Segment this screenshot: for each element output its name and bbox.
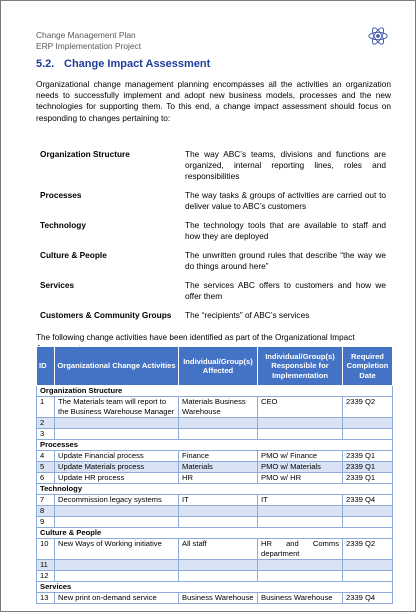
group-label: Organization Structure <box>37 386 393 397</box>
cell-id: 12 <box>37 571 55 582</box>
impact-area-description: The technology tools that are available to staff and how they are deployed <box>185 220 386 241</box>
impact-area-row <box>40 220 386 242</box>
impact-area-name: Services <box>40 280 75 290</box>
cell-date: 2339 Q4 <box>343 495 393 506</box>
cell-responsible: Business Warehouse <box>258 593 343 604</box>
change-activities-table <box>36 346 393 604</box>
cell-responsible <box>258 429 343 440</box>
cell-activity <box>55 418 179 429</box>
table-row <box>37 495 393 506</box>
table-header-row <box>37 347 393 386</box>
cell-id: 9 <box>37 517 55 528</box>
impact-area-name: Technology <box>40 220 86 230</box>
cell-affected: All staff <box>179 539 258 560</box>
group-label: Culture & People <box>37 528 393 539</box>
table-row <box>37 397 393 418</box>
cell-activity: Update HR process <box>55 473 179 484</box>
table-group-row <box>37 440 393 451</box>
impact-area-row <box>40 149 386 182</box>
group-label: Processes <box>37 440 393 451</box>
table-row <box>37 462 393 473</box>
cell-date <box>343 571 393 582</box>
cell-date <box>343 506 393 517</box>
table-lead-text: The following change activities have been identified as part of the Organizational Impact <box>36 333 355 342</box>
table-group-row <box>37 528 393 539</box>
cell-responsible <box>258 517 343 528</box>
cell-responsible: CEO <box>258 397 343 418</box>
cell-id: 5 <box>37 462 55 473</box>
impact-area-description: The “recipients” of ABC’s services <box>185 310 310 320</box>
table-row <box>37 517 393 528</box>
cell-id: 10 <box>37 539 55 560</box>
cell-date: 2339 Q2 <box>343 539 393 560</box>
cell-activity <box>55 571 179 582</box>
impact-area-description: The way tasks & groups of activities are carried out to deliver value to ABC’s customers <box>185 190 386 211</box>
cell-affected <box>179 560 258 571</box>
cell-id: 7 <box>37 495 55 506</box>
table-row <box>37 593 393 604</box>
cell-id: 8 <box>37 506 55 517</box>
cell-responsible <box>258 506 343 517</box>
cell-date: 2339 Q4 <box>343 593 393 604</box>
cell-activity: The Materials team will report to the Business Warehouse Manager <box>55 397 179 418</box>
section-number: 5.2. <box>36 58 55 70</box>
column-header-date: Required Completion Date <box>343 347 393 386</box>
cell-date <box>343 429 393 440</box>
cell-id: 6 <box>37 473 55 484</box>
table-group-row <box>37 582 393 593</box>
column-header-activities: Organizational Change Activities <box>55 347 179 386</box>
cell-date: 2339 Q1 <box>343 462 393 473</box>
impact-area-row <box>40 190 386 212</box>
cell-responsible: HR and Comms department <box>258 539 343 560</box>
impact-area-row <box>40 280 386 302</box>
table-row <box>37 418 393 429</box>
impact-area-description: The unwritten ground rules that describe “the way we do things around here” <box>185 250 386 271</box>
cell-activity: New Ways of Working initiative <box>55 539 179 560</box>
column-header-affected: Individual/Group(s) Affected <box>179 347 258 386</box>
cell-responsible: PMO w/ HR <box>258 473 343 484</box>
table-row <box>37 429 393 440</box>
impact-area-name: Processes <box>40 190 82 200</box>
cell-activity: Decommission legacy systems <box>55 495 179 506</box>
header-subtitle: ERP Implementation Project <box>36 41 142 51</box>
cell-activity: New print on-demand service <box>55 593 179 604</box>
cell-id: 13 <box>37 593 55 604</box>
cell-id: 1 <box>37 397 55 418</box>
cell-responsible: IT <box>258 495 343 506</box>
cell-date: 2339 Q1 <box>343 451 393 462</box>
cell-affected <box>179 429 258 440</box>
cell-date <box>343 517 393 528</box>
group-label: Services <box>37 582 393 593</box>
cell-affected: HR <box>179 473 258 484</box>
impact-area-row <box>40 310 386 330</box>
cell-affected <box>179 571 258 582</box>
cell-date <box>343 560 393 571</box>
atom-icon <box>367 25 389 47</box>
impact-area-description: The way ABC’s teams, divisions and functions are organized, internal reporting lines, roles and responsibilities <box>185 149 386 181</box>
cell-affected <box>179 517 258 528</box>
column-header-responsible: Individual/Group(s) Responsible for Implementation <box>258 347 343 386</box>
cell-activity: Update Financial process <box>55 451 179 462</box>
cell-id: 4 <box>37 451 55 462</box>
cell-activity <box>55 560 179 571</box>
cell-id: 2 <box>37 418 55 429</box>
cell-affected: IT <box>179 495 258 506</box>
group-label: Technology <box>37 484 393 495</box>
cell-id: 3 <box>37 429 55 440</box>
cell-activity: Update Materials process <box>55 462 179 473</box>
cell-date: 2339 Q1 <box>343 473 393 484</box>
cell-date: 2339 Q2 <box>343 397 393 418</box>
cell-responsible <box>258 418 343 429</box>
cell-date <box>343 418 393 429</box>
cell-activity <box>55 517 179 528</box>
table-group-row <box>37 386 393 397</box>
table-row <box>37 451 393 462</box>
impact-area-name: Culture & People <box>40 250 107 260</box>
section-heading <box>36 58 210 70</box>
table-row <box>37 473 393 484</box>
cell-activity <box>55 506 179 517</box>
cell-responsible: PMO w/ Materials <box>258 462 343 473</box>
table-group-row <box>37 484 393 495</box>
table-row <box>37 539 393 560</box>
cell-affected: Materials Business Warehouse <box>179 397 258 418</box>
column-header-id: ID <box>37 347 55 386</box>
intro-paragraph: Organizational change management planning encompasses all the activities an organization needs to successfully implement and adopt new business models, processes and the new technologies for supporting them. To this end, a change impact assessment should focus on responding to changes pertaining to: <box>36 79 391 123</box>
section-title: Change Impact Assessment <box>64 58 211 70</box>
cell-responsible <box>258 571 343 582</box>
impact-areas-list <box>40 149 386 338</box>
cell-responsible: PMO w/ Finance <box>258 451 343 462</box>
cell-responsible <box>258 560 343 571</box>
cell-activity <box>55 429 179 440</box>
table-row <box>37 571 393 582</box>
cell-id: 11 <box>37 560 55 571</box>
impact-area-name: Customers & Community Groups <box>40 310 172 320</box>
cell-affected: Materials <box>179 462 258 473</box>
cell-affected: Finance <box>179 451 258 462</box>
impact-area-name: Organization Structure <box>40 149 130 159</box>
cell-affected: Business Warehouse <box>179 593 258 604</box>
impact-area-description: The services ABC offers to customers and how we offer them <box>185 280 386 301</box>
impact-area-row <box>40 250 386 272</box>
document-header <box>36 30 141 52</box>
table-row <box>37 560 393 571</box>
header-title: Change Management Plan <box>36 30 136 40</box>
table-row <box>37 506 393 517</box>
cell-affected <box>179 506 258 517</box>
cell-affected <box>179 418 258 429</box>
